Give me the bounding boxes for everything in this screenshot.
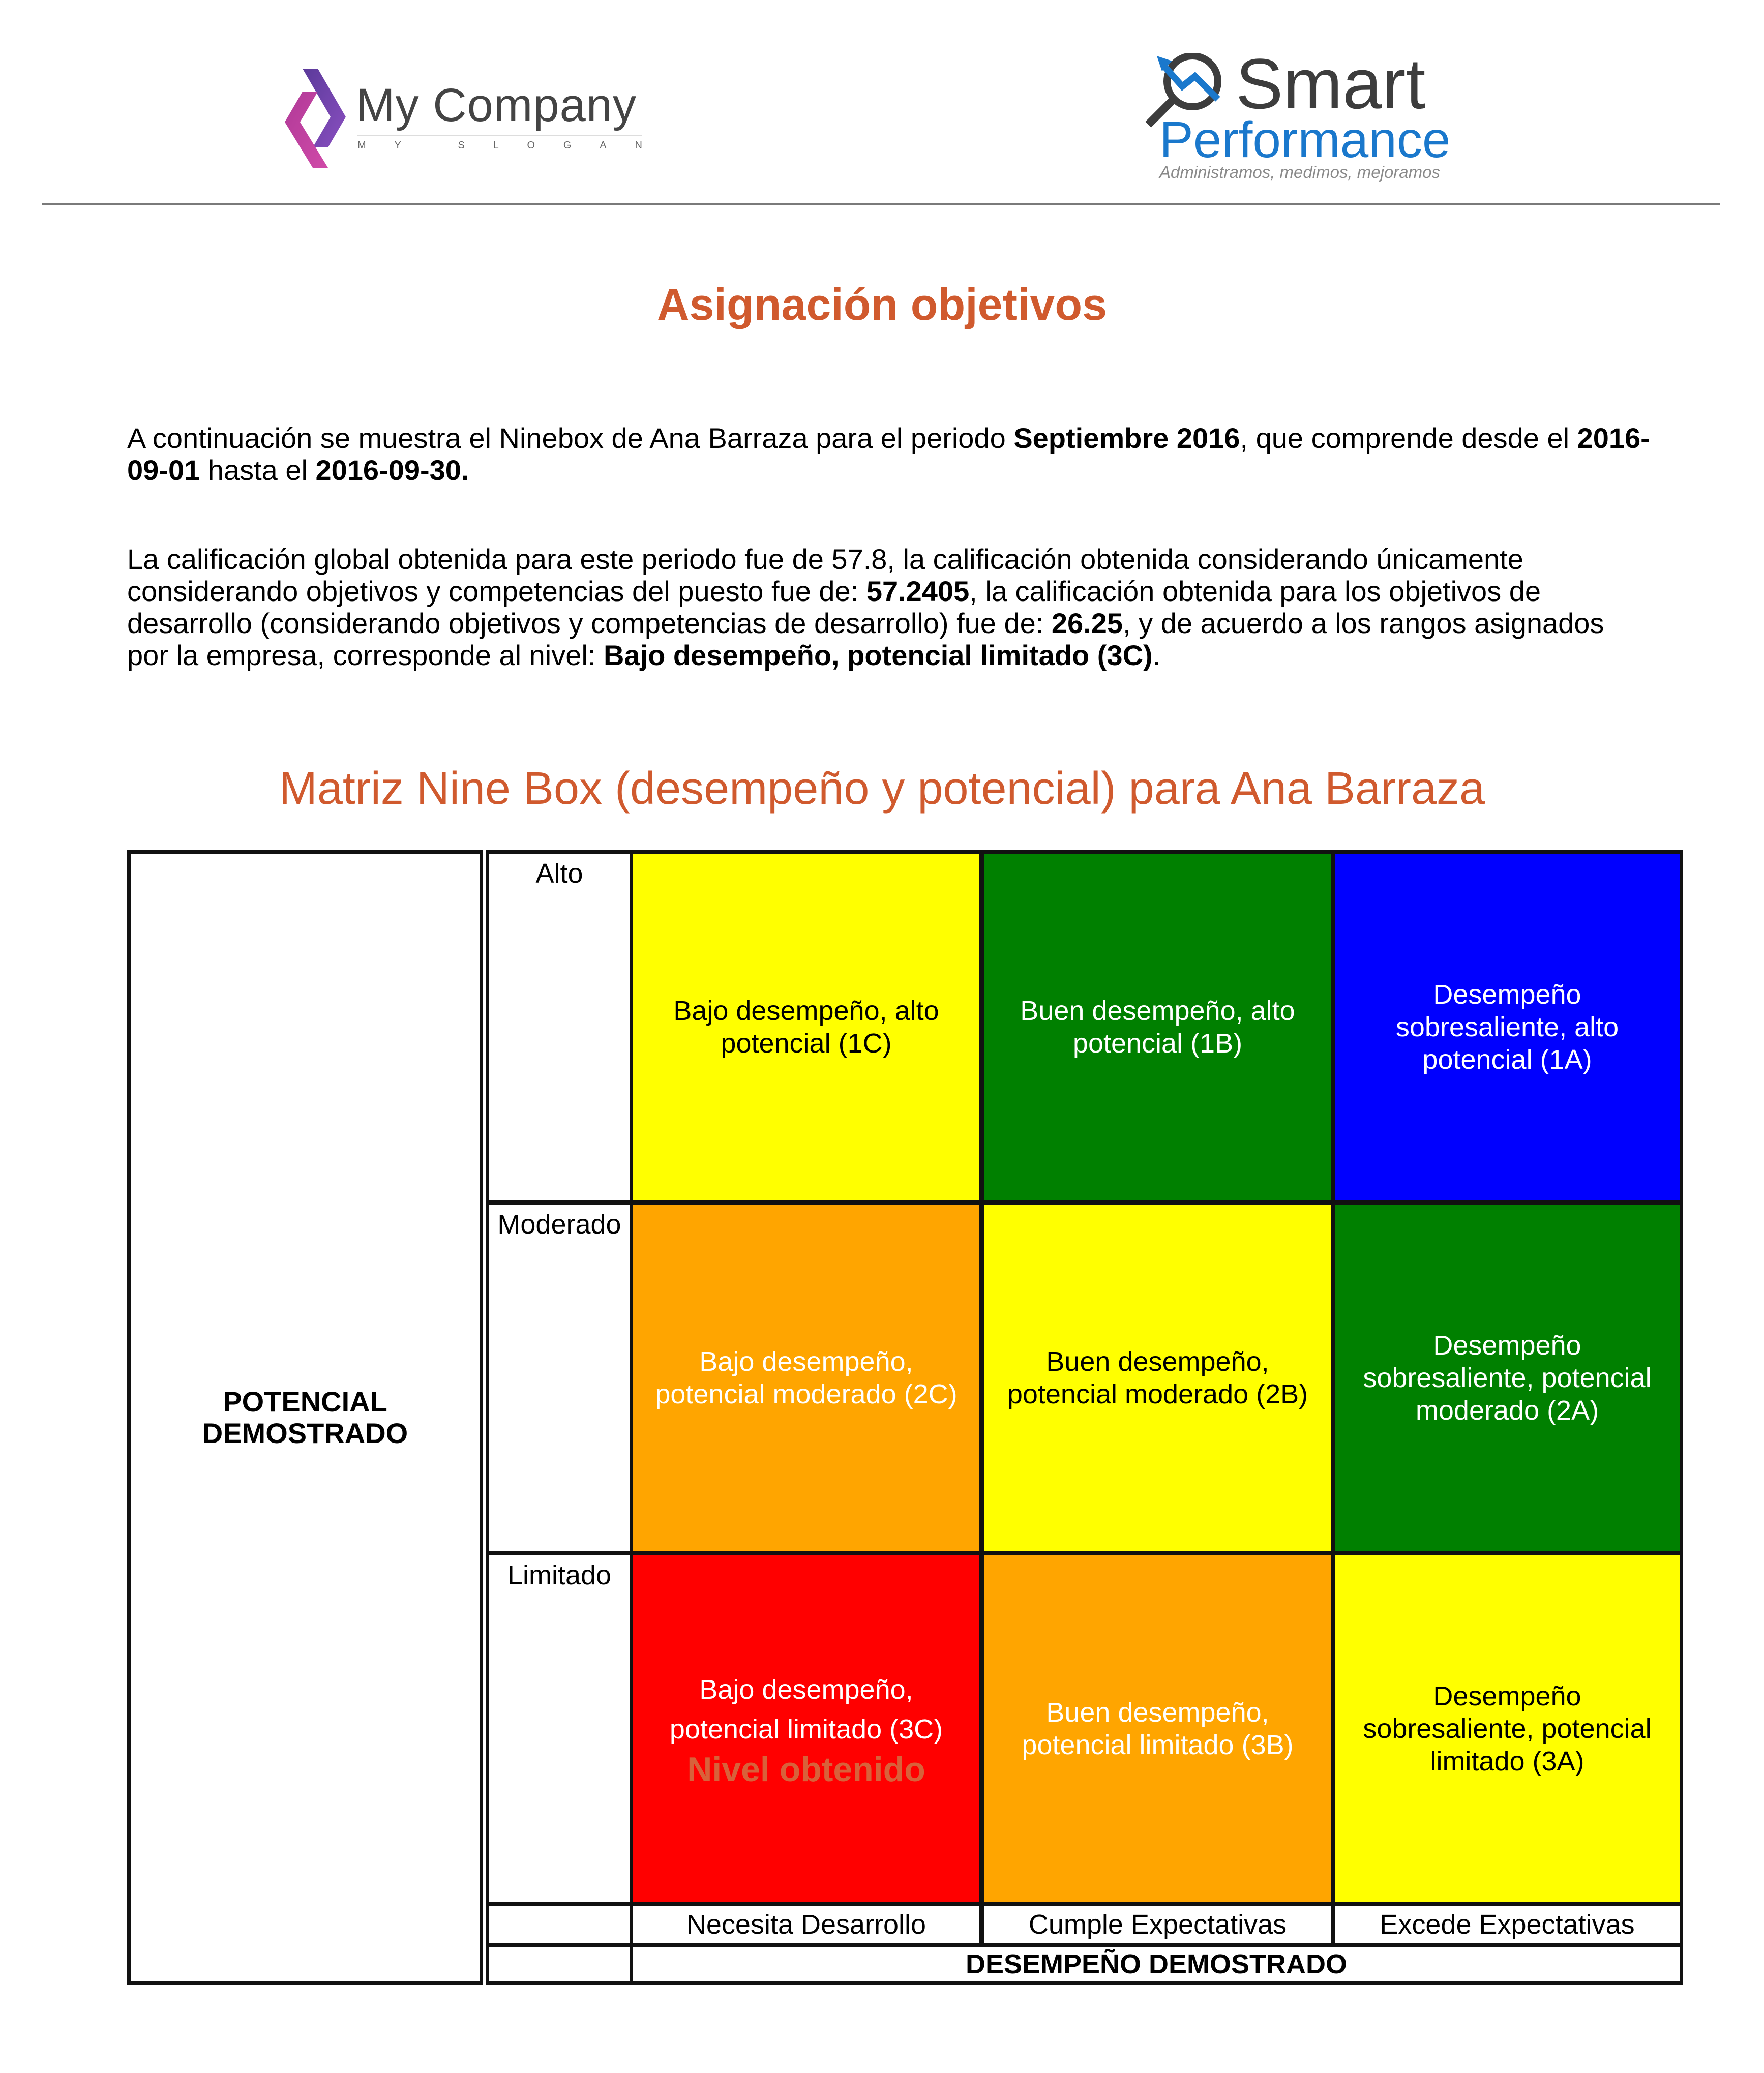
ninebox-cell-1c [630,850,983,1204]
y-axis-label: POTENCIAL DEMOSTRADO [202,1385,408,1449]
position-score: 57.2405 [866,575,970,607]
score-paragraph [127,543,1653,671]
x-axis-label: DESEMPEÑO DEMOSTRADO [965,1948,1348,1979]
obtained-level: Bajo desempeño, potencial limitado (3C) [603,639,1153,671]
slogan-letter: Y [394,140,401,151]
column-level-label: Cumple Expectativas [1028,1909,1287,1940]
cell-label: Buen desempeño, alto potencial (1B) [1020,995,1295,1059]
row-level-label: Limitado [507,1560,612,1590]
cell-label: Bajo desempeño, potencial limitado (3C) [669,1674,943,1745]
ninebox-cell-2b [980,1201,1335,1554]
column-level-excede [1331,1903,1683,1946]
ninebox-cell-1a [1331,850,1683,1204]
score-text: La calificación global obtenida para este periodo fue de 57.8, la calificación obtenida considerando únicamente considerando objetivos y competencias del puesto fue de: [127,543,1523,607]
company-logo [282,58,648,173]
ninebox-cell-3a [1331,1552,1683,1905]
company-logo-divider [357,135,642,136]
slogan-letter: M [357,140,366,151]
cell-label: Buen desempeño, potencial moderado (2B) [1007,1346,1308,1409]
ninebox-matrix [127,850,1683,1985]
company-name: My Company [356,79,637,131]
column-level-label: Excede Expectativas [1380,1909,1635,1940]
company-logo-mark-icon [282,64,358,170]
column-level-cumple [980,1903,1335,1946]
ninebox-cell-1b [980,850,1335,1204]
empty-cell [486,1903,633,1946]
matrix-title: Matriz Nine Box (desempeño y potencial) para Ana Barraza [279,763,1485,814]
period-end-date: 2016-09-30. [315,454,469,486]
development-score: 26.25 [1051,607,1123,639]
period-start-date: 2016-09-01 [127,422,1650,486]
period-text: , que comprende desde el [1240,422,1577,454]
column-level-label: Necesita Desarrollo [686,1909,926,1940]
slogan-letter: G [563,140,572,151]
smart-performance-logo [1144,44,1475,183]
y-axis-label-cell [127,850,483,1985]
period-text: A continuación se muestra el Ninebox de Ana Barraza para el periodo [127,422,1014,454]
ninebox-cell-3b [980,1552,1335,1905]
slogan-letter: A [600,140,607,151]
row-level-moderado [486,1201,633,1554]
empty-cell [486,1943,633,1985]
score-text: . [1152,639,1161,671]
vendor-tagline: Administramos, medimos, mejoramos [1159,163,1440,182]
cell-label: Bajo desempeño, potencial moderado (2C) [655,1346,958,1409]
company-slogan [357,140,642,152]
slogan-letter: S [458,140,465,151]
ninebox-cell-2a [1331,1201,1683,1554]
obtained-level-marker: Nivel obtenido [687,1750,925,1789]
cell-label: Desempeño sobresaliente, potencial limitado (3A) [1363,1680,1652,1777]
period-value: Septiembre 2016 [1013,422,1240,454]
x-axis-label-cell [630,1943,1683,1985]
cell-label: Desempeño sobresaliente, potencial moderado (2A) [1363,1330,1652,1426]
score-text: , la calificación obtenida para los objetivos de desarrollo (considerando objetivos y competencias de desarrollo) fue de: [127,575,1541,639]
score-text: , y de acuerdo a los rangos asignados por la empresa, corresponde al nivel: [127,607,1604,671]
cell-label: Bajo desempeño, alto potencial (1C) [673,995,939,1059]
column-level-necesita [630,1903,983,1946]
period-paragraph [127,422,1653,486]
cell-label: Desempeño sobresaliente, alto potencial (1A) [1395,979,1619,1075]
slogan-letter: N [635,140,642,151]
ninebox-cell-3c [630,1552,983,1905]
row-level-limitado [486,1552,633,1905]
period-text: hasta el [200,454,316,486]
ninebox-cell-2c [630,1201,983,1554]
slogan-letter: O [527,140,535,151]
vendor-name-line2: Performance [1159,111,1451,168]
page-title: Asignación objetivos [656,279,1108,329]
row-level-label: Moderado [497,1209,621,1240]
row-level-alto [486,850,633,1204]
row-level-label: Alto [535,858,583,889]
header-divider [42,203,1720,205]
vendor-name-line1: Smart [1236,44,1426,124]
cell-label: Buen desempeño, potencial limitado (3B) [1022,1697,1294,1760]
slogan-letter: L [493,140,499,151]
